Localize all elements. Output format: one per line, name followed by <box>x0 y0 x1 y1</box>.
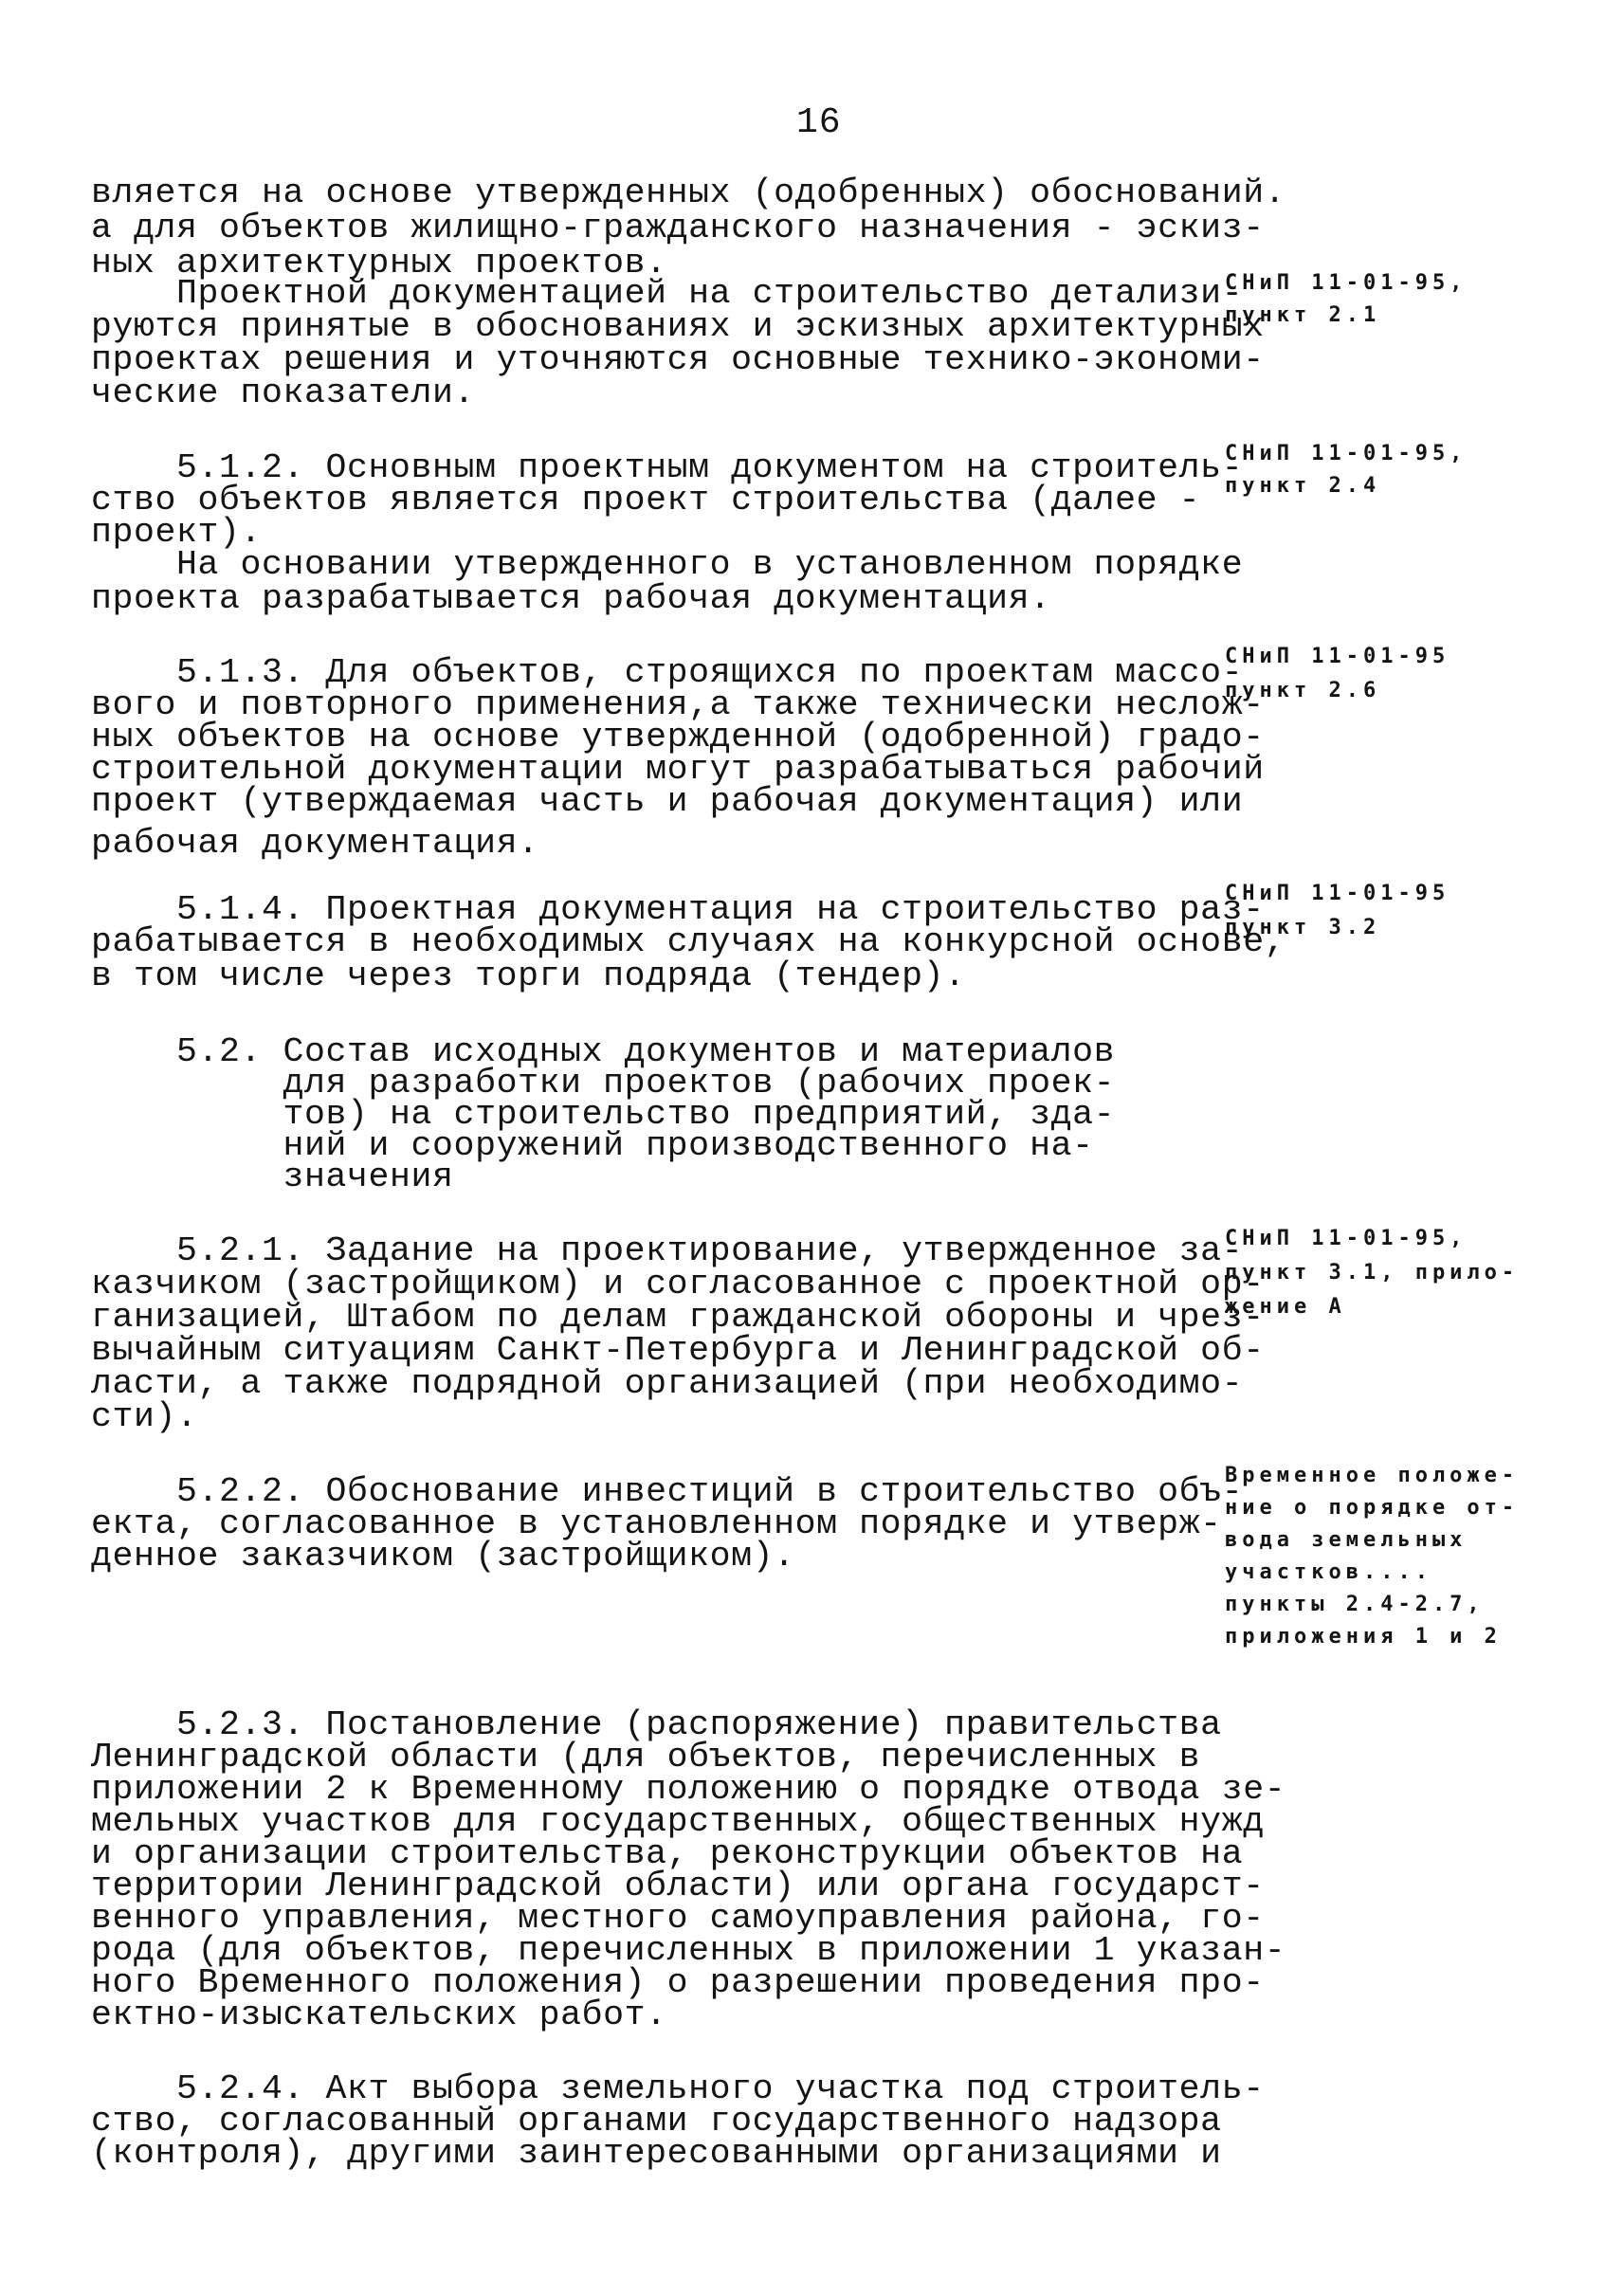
text-line: ство, согласованный органами государственного надзора <box>91 2102 1222 2141</box>
heading-line: ний и сооружений производственного на- <box>91 1126 1094 1165</box>
text-line: 5.2.4. Акт выбора земельного участка под строитель- <box>91 2069 1265 2108</box>
text-line: вого и повторного применения,а также технически неслож- <box>91 685 1265 724</box>
text-line: приложении 2 к Временному положению о порядке отвода зе- <box>91 1770 1286 1809</box>
text-line: вычайным ситуациям Санкт-Петербурга и Ленинградской об- <box>91 1331 1265 1370</box>
text-line: проектах решения и уточняются основные технико-экономи- <box>91 340 1265 379</box>
margin-note-line: вода земельных <box>1225 1528 1468 1552</box>
margin-note-line: пункт 2.4 <box>1225 474 1381 498</box>
text-line: 5.2.2. Обоснование инвестиций в строительство объ- <box>91 1472 1244 1511</box>
text-line: 5.1.3. Для объектов, строящихся по проектам массо- <box>91 653 1244 692</box>
text-line: проект (утверждаемая часть и рабочая документация) или <box>91 782 1244 821</box>
text-line: в том числе через торги подряда (тендер). <box>91 957 966 995</box>
margin-note-line: Временное положе- <box>1225 1464 1520 1487</box>
text-line: рабатывается в необходимых случаях на конкурсной основе, <box>91 922 1286 961</box>
text-line: вляется на основе утвержденных (одобренных) обоснований. <box>91 173 1286 212</box>
heading-line: для разработки проектов (рабочих проек- <box>91 1064 1116 1102</box>
text-line: ных объектов на основе утвержденной (одобренной) градо- <box>91 718 1265 756</box>
text-line: Проектной документацией на строительство детализи- <box>91 274 1244 313</box>
text-line: На основании утвержденного в установленном порядке <box>91 545 1244 584</box>
text-line: 5.2.1. Задание на проектирование, утвержденное за- <box>91 1231 1244 1270</box>
text-line: Ленинградской области (для объектов, перечисленных в <box>91 1738 1201 1777</box>
text-line: а для объектов жилищно-гражданского назначения - эскиз- <box>91 209 1265 247</box>
text-line: руются принятые в обоснованиях и эскизных архитектурных <box>91 307 1265 346</box>
text-line: екта, согласованное в установленном порядке и утверж- <box>91 1504 1222 1543</box>
text-line: 5.2.3. Постановление (распоряжение) правительства <box>91 1705 1222 1744</box>
text-line: мельных участков для государственных, общественных нужд <box>91 1802 1265 1841</box>
text-line: 5.1.2. Основным проектным документом на строитель- <box>91 448 1244 487</box>
text-line: денное заказчиком (застройщиком). <box>91 1537 795 1576</box>
text-line: сти). <box>91 1397 198 1436</box>
heading-line: значения <box>91 1157 454 1196</box>
text-line: казчиком (застройщиком) и согласованное с проектной ор- <box>91 1265 1265 1303</box>
margin-note-line: пункт 2.1 <box>1225 303 1381 327</box>
margin-note-line: приложения 1 и 2 <box>1225 1625 1502 1649</box>
margin-note-line: СНиП 11-01-95, <box>1225 271 1468 295</box>
text-line: рабочая документация. <box>91 824 539 863</box>
text-line: ных архитектурных проектов. <box>91 244 667 282</box>
text-line: ство объектов является проект строительства (далее - <box>91 481 1201 519</box>
text-line: ного Временного положения) о разрешении проведения про- <box>91 1963 1265 2002</box>
margin-note-line: СНиП 11-01-95 <box>1225 645 1450 668</box>
page-number: 16 <box>796 102 842 143</box>
text-line: и организации строительства, реконструкции объектов на <box>91 1834 1244 1873</box>
text-line: проект). <box>91 513 263 552</box>
heading-line: 5.2. Состав исходных документов и материалов <box>91 1032 1116 1071</box>
text-line: ческие показатели. <box>91 374 476 412</box>
margin-note-line: пункт 3.2 <box>1225 916 1381 939</box>
margin-note-line: пункт 3.1, прило- <box>1225 1261 1520 1285</box>
text-line: строительной документации могут разрабатываться рабочий <box>91 750 1265 789</box>
text-line: (контроля), другими заинтересованными организациями и <box>91 2134 1222 2173</box>
text-line: проекта разрабатывается рабочая документация. <box>91 579 1051 618</box>
margin-note-line: СНиП 11-01-95, <box>1225 442 1468 465</box>
margin-note-line: жение А <box>1225 1295 1346 1319</box>
margin-note-line: пункт 2.6 <box>1225 679 1381 702</box>
text-line: 5.1.4. Проектная документация на строительство раз- <box>91 890 1265 929</box>
text-line: венного управления, местного самоуправления района, го- <box>91 1899 1265 1938</box>
text-line: ганизацией, Штабом по делам гражданской обороны и чрез- <box>91 1298 1265 1337</box>
margin-note-line: ние о порядке от- <box>1225 1496 1520 1520</box>
text-line: территории Ленинградской области) или органа государст- <box>91 1867 1265 1905</box>
text-line: ектно-изыскательских работ. <box>91 1995 667 2034</box>
text-line: рода (для объектов, перечисленных в приложении 1 указан- <box>91 1931 1286 1970</box>
heading-line: тов) на строительство предприятий, зда- <box>91 1095 1116 1134</box>
margin-note-line: СНиП 11-01-95 <box>1225 882 1450 905</box>
margin-note-line: пункты 2.4-2.7, <box>1225 1593 1485 1616</box>
margin-note-line: СНиП 11-01-95, <box>1225 1227 1468 1250</box>
margin-note-line: участков.... <box>1225 1560 1432 1584</box>
text-line: ласти, а также подрядной организацией (при необходимо- <box>91 1364 1244 1403</box>
